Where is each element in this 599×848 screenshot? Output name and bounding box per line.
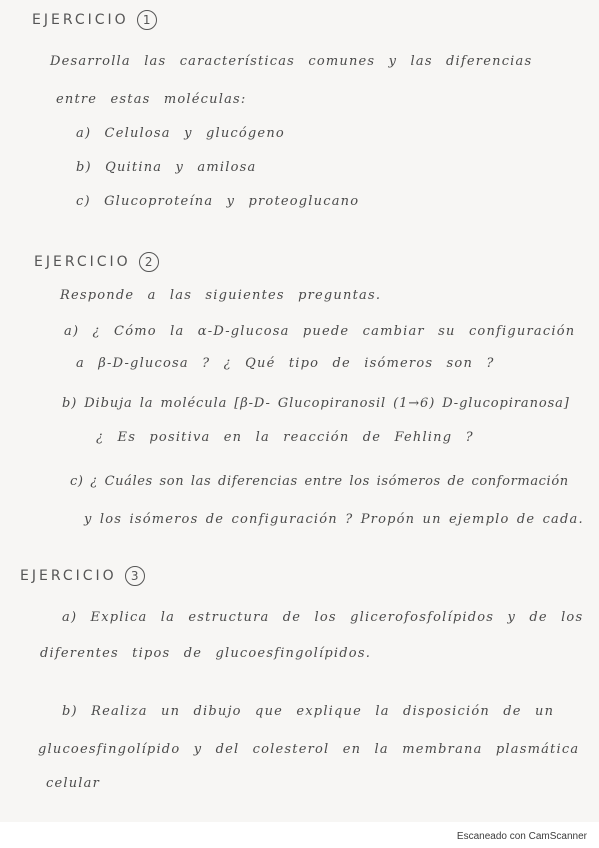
scanner-watermark: Escaneado con CamScanner	[456, 831, 587, 842]
exercise-3-heading-text: EJERCICIO	[20, 568, 117, 584]
exercise-2-item-b-line-1: b) Dibuja la molécula [β-D- Glucopiranosil (1→6) D-glucopiranosa]	[62, 396, 570, 411]
exercise-2-item-a-line-2: a β-D-glucosa ? ¿ Qué tipo de isómeros son ?	[76, 356, 495, 371]
exercise-1-item-b: b) Quitina y amilosa	[76, 160, 257, 175]
exercise-3-number: 3	[125, 566, 145, 586]
exercise-1-line-2: entre estas moléculas:	[56, 92, 247, 107]
exercise-1-item-c: c) Glucoproteína y proteoglucano	[76, 194, 360, 209]
exercise-3-item-a-line-2: diferentes tipos de glucoesfingolípidos.	[40, 646, 372, 661]
exercise-1-line-1: Desarrolla las características comunes y las diferencias	[50, 54, 533, 69]
exercise-3-item-b-line-3: celular	[46, 776, 101, 791]
exercise-2-heading	[34, 252, 159, 272]
exercise-1-heading-text: EJERCICIO	[32, 12, 129, 28]
exercise-1-number: 1	[137, 10, 157, 30]
exercise-2-item-c-line-2: y los isómeros de configuración ? Propón un ejemplo de cada.	[84, 512, 584, 527]
exercise-3-item-b-line-2: glucoesfingolípido y del colesterol en la membrana plasmática	[38, 742, 580, 757]
exercise-2-heading-text: EJERCICIO	[34, 254, 131, 270]
exercise-2-item-b-line-2: ¿ Es positiva en la reacción de Fehling ?	[96, 430, 474, 445]
exercise-3-item-b-line-1: b) Realiza un dibujo que explique la disposición de un	[62, 704, 555, 719]
exercise-2-item-c-line-1: c) ¿ Cuáles son las diferencias entre los isómeros de conformación	[70, 474, 569, 489]
exercise-2-number: 2	[139, 252, 159, 272]
exercise-2-item-a-line-1: a) ¿ Cómo la α-D-glucosa puede cambiar su configuración	[64, 324, 576, 339]
exercise-1-heading	[32, 10, 157, 30]
exercise-3-item-a-line-1: a) Explica la estructura de los glicerofosfolípidos y de los	[62, 610, 584, 625]
exercise-1-item-a: a) Celulosa y glucógeno	[76, 126, 285, 141]
exercise-3-heading	[20, 566, 145, 586]
exercise-2-intro: Responde a las siguientes preguntas.	[60, 288, 382, 303]
